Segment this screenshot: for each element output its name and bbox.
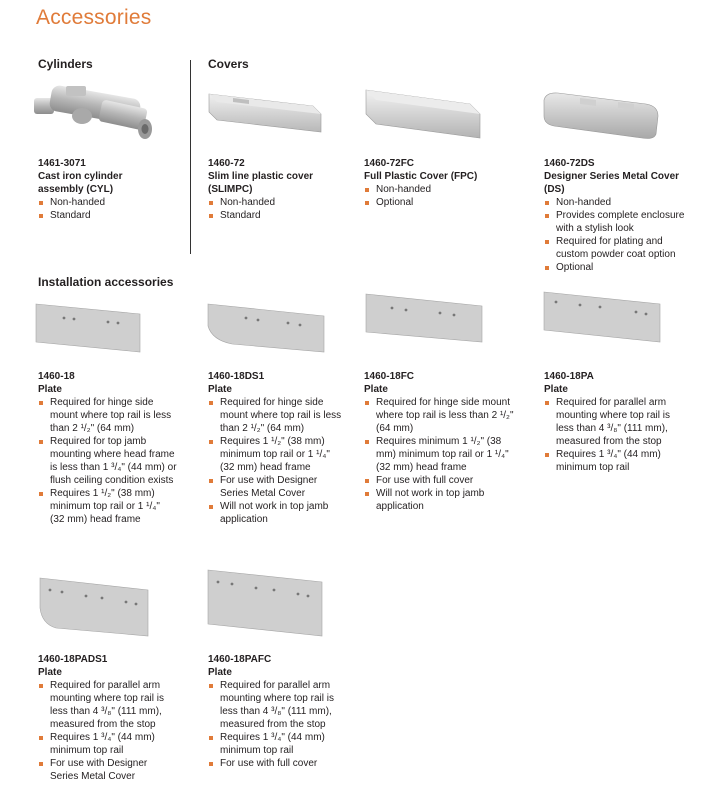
cover-item-full	[364, 157, 524, 209]
product-name: Plate	[38, 384, 62, 395]
product-name: Cast iron cylinder	[38, 171, 123, 182]
plate-1460-18-image	[34, 302, 144, 354]
feature-list-item: Required for parallel arm mounting where top rail is less than 4 ³/₈" (111 mm), measured from the stop	[544, 396, 704, 448]
feature-list-item: Requires 1 ³/₄" (44 mm) minimum top rail	[208, 731, 358, 757]
feature-list-item: Requires 1 ³/₄" (44 mm) minimum top rail	[544, 448, 704, 474]
plate-1460-18FC-image	[362, 292, 487, 350]
page-title: Accessories	[36, 6, 152, 29]
feature-list	[38, 679, 188, 783]
product-name: Plate	[544, 384, 568, 395]
installation-heading: Installation accessories	[38, 275, 174, 289]
feature-list	[38, 196, 198, 222]
feature-list-item: Optional	[544, 261, 709, 274]
feature-list	[364, 396, 534, 513]
product-code: 1460-72	[208, 158, 245, 169]
cylinder-image	[30, 84, 160, 148]
product-code: 1460-18PADS1	[38, 654, 108, 665]
feature-list-item: Required for plating and custom powder coat option	[544, 235, 709, 261]
product-name: Full Plastic Cover (FPC)	[364, 171, 478, 182]
feature-list	[38, 396, 188, 526]
product-code: 1460-18DS1	[208, 371, 265, 382]
plate-1460-18DS1-image	[204, 300, 329, 356]
feature-list	[208, 396, 358, 526]
product-code: 1460-18FC	[364, 371, 415, 382]
feature-list	[208, 679, 358, 770]
feature-list-item: Required for parallel arm mounting where top rail is less than 4 ³/₈" (111 mm), measured from the stop	[208, 679, 358, 731]
feature-list-item: Standard	[38, 209, 198, 222]
plate-1460-18PAFC-image	[204, 566, 329, 642]
designer-cover-image	[538, 88, 663, 144]
feature-list-item: For use with full cover	[208, 757, 358, 770]
plate-item-1460-18PADS1	[38, 653, 188, 783]
feature-list-item: Required for hinge side mount where top rail is less than 2 ¹/₂" (64 mm)	[38, 396, 188, 435]
product-name: Plate	[208, 667, 232, 678]
feature-list-item: Non-handed	[38, 196, 198, 209]
product-name: Plate	[208, 384, 232, 395]
feature-list-item: Non-handed	[544, 196, 709, 209]
full-cover-image	[360, 84, 485, 144]
feature-list-item: For use with full cover	[364, 474, 534, 487]
feature-list-item: Required for hinge side mount where top rail is less than 2 ¹/₂" (64 mm)	[208, 396, 358, 435]
cylinder-item	[38, 157, 198, 222]
slim-cover-image	[205, 88, 325, 136]
plate-item-1460-18FC	[364, 370, 534, 513]
feature-list-item: Requires 1 ¹/₂" (38 mm) minimum top rail or 1 ¹/₄" (32 mm) head frame	[38, 487, 188, 526]
feature-list	[544, 396, 704, 474]
product-code: 1460-72FC	[364, 158, 415, 169]
plate-item-1460-18DS1	[208, 370, 358, 526]
feature-list-item: Requires 1 ³/₄" (44 mm) minimum top rail	[38, 731, 188, 757]
feature-list-item: Non-handed	[208, 196, 368, 209]
feature-list	[544, 196, 709, 274]
feature-list-item: Requires 1 ¹/₂" (38 mm) minimum top rail or 1 ¹/₄" (32 mm) head frame	[208, 435, 358, 474]
feature-list-item: Non-handed	[364, 183, 524, 196]
product-code: 1460-18	[38, 371, 75, 382]
feature-list-item: For use with Designer Series Metal Cover	[38, 757, 188, 783]
product-name: (DS)	[544, 184, 565, 195]
plate-item-1460-18PAFC	[208, 653, 358, 770]
cylinders-heading: Cylinders	[38, 57, 93, 71]
cover-item-slim	[208, 157, 368, 222]
product-name: Slim line plastic cover	[208, 171, 314, 182]
feature-list-item: Provides complete enclosure with a stylish look	[544, 209, 709, 235]
product-code: 1460-18PA	[544, 371, 594, 382]
feature-list-item: Standard	[208, 209, 368, 222]
product-code: 1460-18PAFC	[208, 654, 272, 665]
feature-list-item: Will not work in top jamb application	[364, 487, 534, 513]
product-code: 1461-3071	[38, 158, 86, 169]
product-name: assembly (CYL)	[38, 184, 114, 195]
feature-list-item: Will not work in top jamb application	[208, 500, 358, 526]
product-name: (SLIMPC)	[208, 184, 253, 195]
covers-heading: Covers	[208, 57, 249, 71]
feature-list	[208, 196, 368, 222]
cover-item-designer	[544, 157, 709, 274]
plate-1460-18PADS1-image	[36, 572, 156, 642]
feature-list-item: Requires minimum 1 ¹/₂" (38 mm) minimum top rail or 1 ¹/₄" (32 mm) head frame	[364, 435, 534, 474]
product-name: Plate	[38, 667, 62, 678]
product-code: 1460-72DS	[544, 158, 595, 169]
feature-list-item: Required for top jamb mounting where head frame is less than 1 ³/₄" (44 mm) or flush ceiling condition exists	[38, 435, 188, 487]
product-name: Designer Series Metal Cover	[544, 171, 680, 182]
plate-item-1460-18PA	[544, 370, 704, 474]
feature-list-item: For use with Designer Series Metal Cover	[208, 474, 358, 500]
feature-list	[364, 183, 524, 209]
plate-1460-18PA-image	[540, 290, 665, 346]
plate-item-1460-18	[38, 370, 188, 526]
feature-list-item: Required for parallel arm mounting where top rail is less than 4 ³/₈" (111 mm), measured from the stop	[38, 679, 188, 731]
feature-list-item: Optional	[364, 196, 524, 209]
product-name: Plate	[364, 384, 388, 395]
feature-list-item: Required for hinge side mount where top rail is less than 2 ¹/₂" (64 mm)	[364, 396, 534, 435]
